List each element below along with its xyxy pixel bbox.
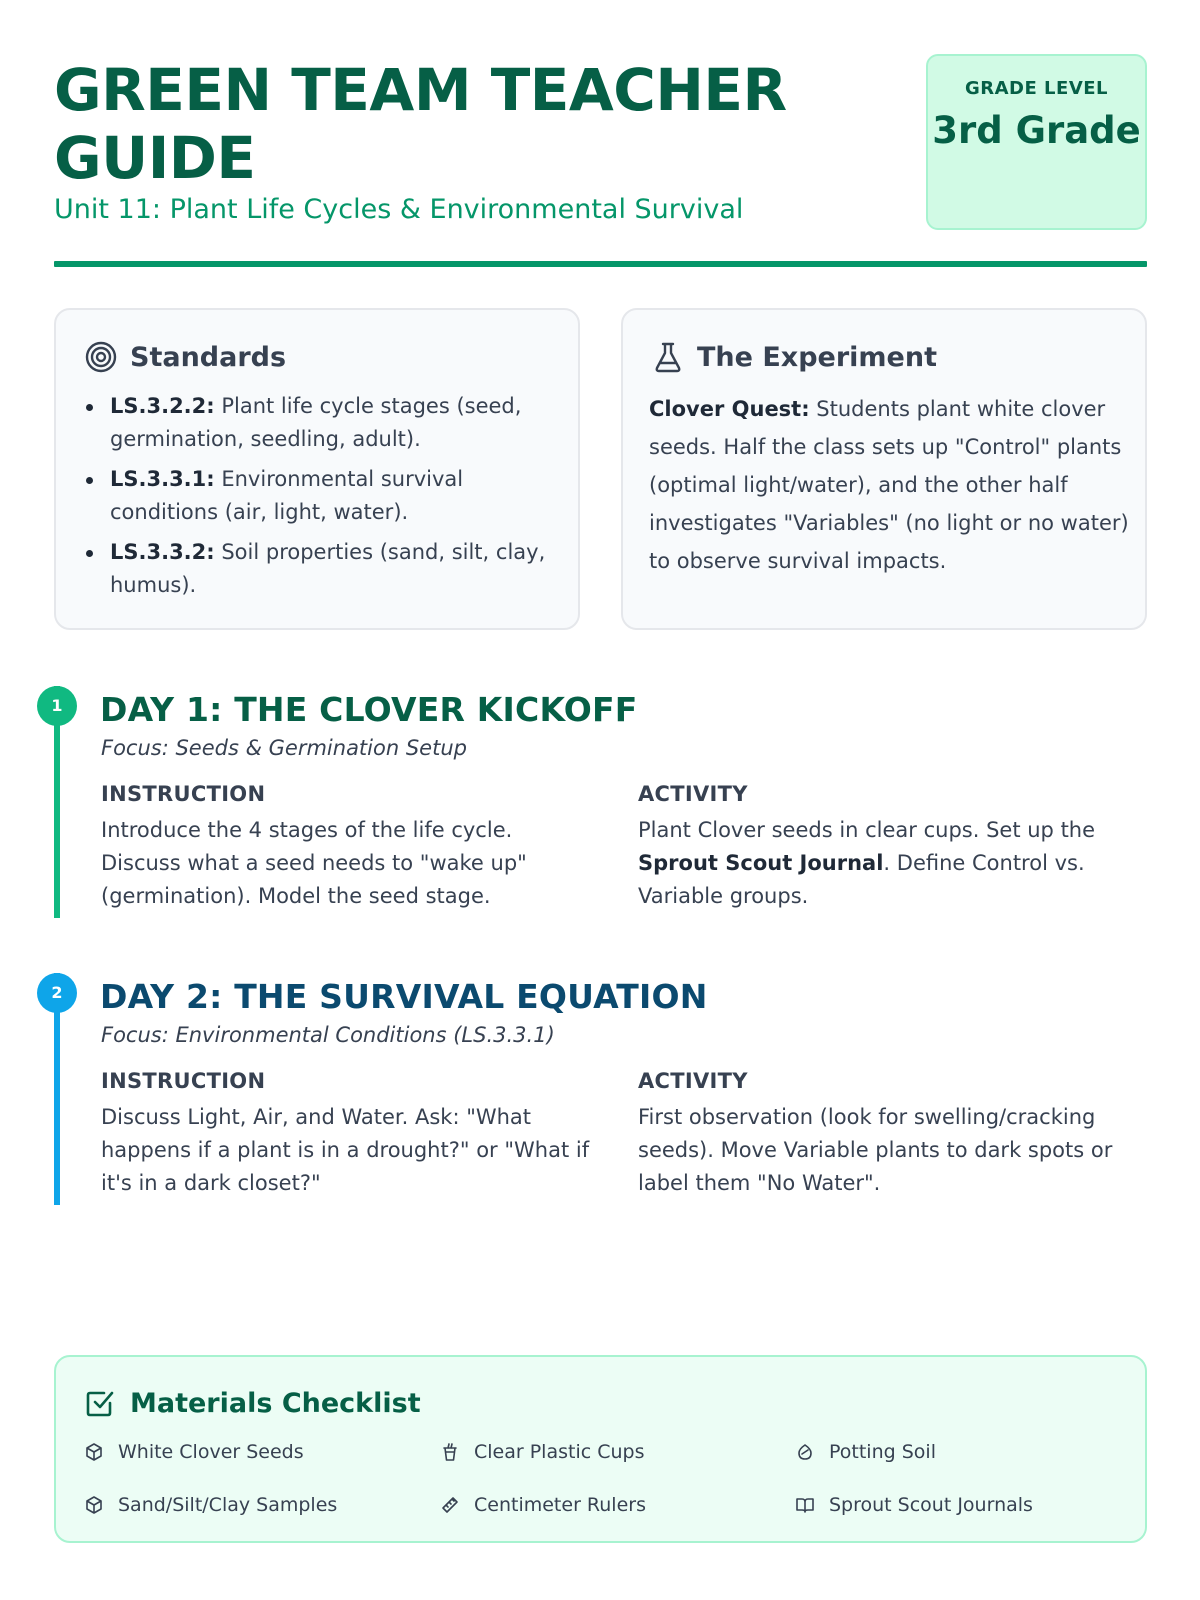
activity-text	[638, 814, 1128, 913]
box-icon	[84, 1495, 104, 1515]
ruler-icon	[440, 1495, 460, 1515]
target-icon	[84, 340, 118, 374]
day-number-badge: 2	[37, 973, 77, 1013]
standard-code: LS.3.3.2:	[110, 540, 215, 564]
grade-level-value: 3rd Grade	[932, 109, 1141, 152]
activity-heading: ACTIVITY	[638, 782, 748, 806]
material-label: Potting Soil	[829, 1441, 936, 1463]
grade-level-label: GRADE LEVEL	[964, 78, 1109, 99]
standard-item	[86, 536, 556, 602]
material-item	[795, 1441, 936, 1463]
header-divider	[54, 261, 1147, 267]
instruction-heading: INSTRUCTION	[101, 1069, 266, 1093]
material-item	[440, 1494, 646, 1516]
experiment-lead: Clover Quest:	[649, 397, 810, 421]
flask-icon	[651, 340, 685, 374]
material-item	[84, 1441, 304, 1463]
instruction-text: Introduce the 4 stages of the life cycle. Discuss what a seed needs to "wake up" (germination). Model the seed stage.	[101, 818, 527, 908]
day-number-badge: 1	[37, 686, 77, 726]
standards-card	[54, 308, 580, 630]
book-icon	[795, 1495, 815, 1515]
page-title: GREEN TEAM TEACHER GUIDE	[54, 56, 787, 192]
cup-icon	[440, 1442, 460, 1462]
material-item	[440, 1441, 645, 1463]
experiment-card	[621, 308, 1147, 630]
header	[54, 54, 1147, 264]
unit-subtitle: Unit 11: Plant Life Cycles & Environmental Survival	[54, 194, 744, 225]
standard-code: LS.3.2.2:	[110, 394, 215, 418]
soil-icon	[795, 1442, 815, 1462]
day-title: DAY 1: THE CLOVER KICKOFF	[100, 690, 638, 729]
package-icon	[84, 1442, 104, 1462]
standards-title: Standards	[130, 341, 287, 373]
experiment-description	[649, 390, 1129, 580]
grade-level-badge	[926, 54, 1147, 230]
material-label: Centimeter Rulers	[474, 1494, 646, 1516]
day-2-section	[51, 973, 1147, 1205]
material-label: Sand/Silt/Clay Samples	[118, 1494, 338, 1516]
experiment-body: Students plant white clover seeds. Half the class sets up "Control" plants (optimal light/water), and the other half investigates "Variables" (no light or no water) to observe survival impacts.	[649, 397, 1129, 573]
standard-code: LS.3.3.1:	[110, 467, 215, 491]
instruction-text: Discuss Light, Air, and Water. Ask: "What happens if a plant is in a drought?" or "What if it's in a dark closet?"	[101, 1105, 590, 1195]
standard-text: Plant life cycle stages (seed, germination, seedling, adult).	[110, 394, 522, 451]
checkbox-icon	[84, 1387, 116, 1419]
day-title: DAY 2: THE SURVIVAL EQUATION	[100, 977, 708, 1016]
material-label: White Clover Seeds	[118, 1441, 304, 1463]
material-label: Clear Plastic Cups	[474, 1441, 645, 1463]
day-1-section	[51, 686, 1147, 918]
standard-text: Soil properties (sand, silt, clay, humus).	[110, 540, 546, 597]
standard-item	[86, 390, 556, 456]
activity-text-post: . Define Control vs. Variable groups.	[638, 851, 1085, 908]
materials-checklist	[54, 1355, 1147, 1543]
instruction-column	[101, 782, 591, 913]
day-focus: Focus: Seeds & Germination Setup	[101, 736, 467, 760]
experiment-title: The Experiment	[697, 341, 937, 373]
material-item	[795, 1494, 1033, 1516]
material-item	[84, 1494, 337, 1516]
material-label: Sprout Scout Journals	[829, 1494, 1033, 1516]
instruction-column	[101, 1069, 591, 1200]
activity-heading: ACTIVITY	[638, 1069, 748, 1093]
standard-item	[86, 463, 556, 529]
activity-text-pre: Plant Clover seeds in clear cups. Set up the	[638, 818, 1096, 842]
activity-text-bold: Sprout Scout Journal	[638, 851, 884, 875]
activity-column	[638, 1069, 1128, 1200]
activity-text: First observation (look for swelling/cracking seeds). Move Variable plants to dark spots or label them "No Water".	[638, 1105, 1113, 1195]
teacher-guide-page	[51, 0, 1147, 1600]
instruction-heading: INSTRUCTION	[101, 782, 266, 806]
standard-text: Environmental survival conditions (air, light, water).	[110, 467, 464, 524]
materials-title: Materials Checklist	[130, 1387, 421, 1419]
day-focus: Focus: Environmental Conditions (LS.3.3.1)	[101, 1023, 555, 1047]
activity-column	[638, 782, 1128, 913]
standards-list	[86, 390, 556, 609]
